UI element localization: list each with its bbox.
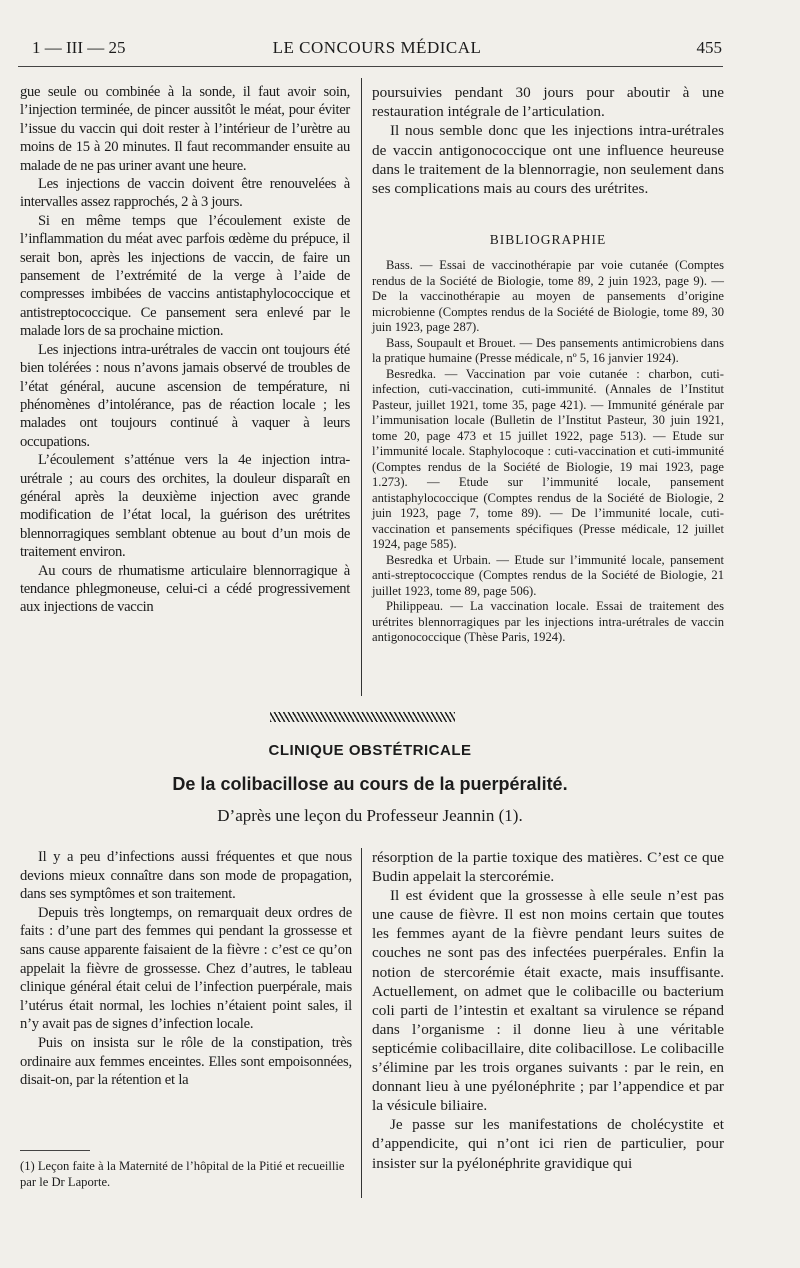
paragraph: Il y a peu d’infections aussi fréquentes et que nous devions mieux connaître dans son mode de propagation, dans ses symptômes et son traitement. xyxy=(20,849,352,903)
bibliography-entry: Philippeau. — La vaccination locale. Essai de traitement des urétrites blennorragiques par les injections intra-urétrales de vaccin antigonococcique (Thèse Paris, 1924). xyxy=(372,599,724,644)
footnote-rule xyxy=(20,1150,90,1151)
paragraph: Les injections intra-urétrales de vaccin ont toujours été bien tolérées : nous n’avons jamais observé de troubles de l’état général, aucune ascension de température, ni phénomènes d’intolérance, pas de réaction locale ; les malades ont toujours continué à vaquer à leurs occupations. xyxy=(20,341,350,450)
paragraph: gue seule ou combinée à la sonde, il faut avoir soin, l’injection terminée, de pincer aussitôt le méat, pour éviter l’issue du vaccin qui doit rester à l’intérieur de l’urètre au moins de 15 à 20 minutes. Il faut recommander ensuite au malade de ne pas uriner avant une heure. xyxy=(20,84,350,174)
bottom-left-column xyxy=(20,848,352,1090)
footnote: (1) Leçon faite à la Maternité de l’hôpital de la Pitié et recueillie par le Dr Laporte. xyxy=(20,1159,345,1189)
paragraph: Il est évident que la grossesse à elle seule n’est pas une cause de fièvre. Il est non moins certain que toutes les femmes ayant de la fièvre pendant leurs suites de couches ne sont pas des infectées puerpérales. Enfin la notion de stercorémie était exacte, mais insuffisante. Actuellement, on admet que le colibacille ou bacterium coli parti de l’intestin et exaltant sa virulence se répand dans l’organisme : il donne lieu à une véritable septicémie colibacillaire, dite colibacillose. Le colibacille s’élimine par les trois organes suivants : par le rein, en donnant lieu à une pyélonéphrite ; par l’appendice et par la vésicule biliaire. xyxy=(372,887,724,1115)
paragraph: Les injections de vaccin doivent être renouvelées à intervalles assez rapprochés, 2 à 3 jours. xyxy=(20,176,350,211)
bibliography-entry: Bass, Soupault et Brouet. — Des pansements antimicrobiens dans la pratique humaine (Presse médicale, nº 5, 16 janvier 1924). xyxy=(372,335,724,365)
paragraph: Puis on insista sur le rôle de la constipation, très ordinaire aux femmes enceintes. Elles sont empoisonnées, disait-on, par la rétention et la xyxy=(20,1034,352,1089)
bibliography-entry: Besredka. — Vaccination par voie cutanée : charbon, cuti-infection, cuti-vaccination, cuti-immunité. (Annales de l’Institut Pasteur, juillet 1921, tome 35, page 421). — Immunité générale par l’immunisation locale (Bulletin de l’Institut Pasteur, 30 juin 1921, tome 20, page 473 et 15 juillet 1922, page 513). — Etude sur l’immunité locale. Staphylocoque : cuti-vaccination et cuti-immunité (Comptes rendus de la Société de Biologie, 19 mai 1923, page 1.273). — Etude sur l’immunité locale, pansement antistaphylococcique (Comptes rendus de la Société de Biologie, 2 juin 1923, page 7, tome 89). — De l’immunité locale, cuti-vaccination et pansements spécifiques (Presse médicale, 12 juillet 1924, page 585). xyxy=(372,366,724,551)
journal-title: LE CONCOURS MÉDICAL xyxy=(272,38,482,57)
issue-number: 1 — III — 25 xyxy=(32,38,126,57)
paragraph: résorption de la partie toxique des matières. C’est ce que Budin appelait la stercorémie. xyxy=(372,849,724,886)
article-title: De la colibacillose au cours de la puerpéralité. xyxy=(172,774,568,794)
article-byline: D’après une leçon du Professeur Jeannin (1). xyxy=(217,806,523,825)
bibliography-heading: BIBLIOGRAPHIE xyxy=(489,232,607,247)
bibliography-entry: Besredka et Urbain. — Etude sur l’immunité locale, pansement anti-streptococcique (Comptes rendus de la Société de Biologie, 21 juillet 1923, tome 89, page 506). xyxy=(372,552,724,598)
paragraph: Il nous semble donc que les injections intra-urétrales de vaccin antigonococcique ont une influence heureuse dans le traitement de la blennorragie, non seulement dans ses complications mais au cours des urétrites. xyxy=(372,122,724,198)
page-number: 455 xyxy=(696,38,722,57)
paragraph: Si en même temps que l’écoulement existe de l’inflammation du méat avec parfois œdème du prépuce, il serait bon, après les injections de vaccin, de faire un pansement de l’extrémité de la verge à l’aide de compresses imbibées de vaccins antistaphylococcique et antistreptococcique. Ce pansement sera enlevé par le malade lors de sa prochaine miction. xyxy=(20,212,350,340)
bibliography-list xyxy=(372,258,724,646)
bottom-right-column xyxy=(372,848,724,1173)
ornamental-divider xyxy=(270,712,455,722)
paragraph: poursuivies pendant 30 jours pour aboutir à une restauration intégrale de l’articulation. xyxy=(372,84,724,121)
column-divider xyxy=(361,848,362,1198)
running-header xyxy=(32,38,722,64)
paragraph: Au cours de rhumatisme articulaire blennorragique à tendance phlegmoneuse, celui-ci a cédé progressivement aux injections de vaccin xyxy=(20,562,350,616)
paragraph: Depuis très longtemps, on remarquait deux ordres de faits : d’une part des femmes qui pendant la grossesse et sans cause apparente faisaient de la fièvre : c’est ce qu’on appelait la fièvre de grossesse. Chez d’autres, le tableau clinique général était celui de l’infection puerpérale, mais l’utérus était normal, les lochies n’étaient point sales, il n’y avait pas de signes d’infection locale. xyxy=(20,904,352,1033)
paragraph: Je passe sur les manifestations de cholécystite et d’appendicite, qui n’ont ici rien de particulier, pour insister sur la pyélonéphrite gravidique qui xyxy=(372,1116,724,1172)
top-right-column xyxy=(372,83,724,198)
top-left-column xyxy=(20,83,350,617)
section-heading: CLINIQUE OBSTÉTRICALE xyxy=(268,742,472,759)
bibliography-entry: Bass. — Essai de vaccinothérapie par voie cutanée (Comptes rendus de la Société de Biologie, tome 89, 2 juin 1923, page 9). — De la vaccinothérapie au moyen de pansements d’origine microbienne (Comptes rendus de la Société de Biologie, tome 89, 30 juin 1923, page 287). xyxy=(372,258,724,334)
header-rule xyxy=(18,66,723,67)
column-divider xyxy=(361,78,362,696)
paragraph: L’écoulement s’atténue vers la 4e injection intra-urétrale ; au cours des orchites, la douleur disparaît en général après la deuxième injection avec grande modification de l’état local, la guérison des urétrites blennorragiques semblant obtenue au bout d’un mois de traitement environ. xyxy=(20,452,350,561)
